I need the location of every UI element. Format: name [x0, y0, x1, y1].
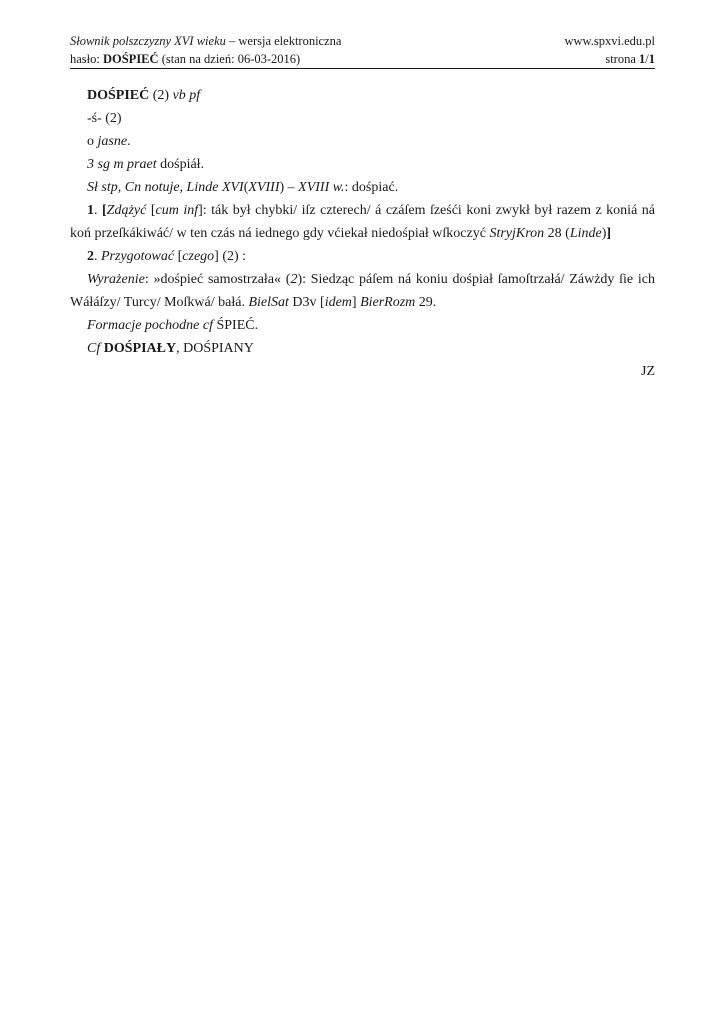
spelling-variant: -ś- (2)	[87, 111, 122, 126]
vowel-note-post: .	[127, 134, 131, 149]
page-total: 1	[648, 52, 655, 66]
page-current: 1	[639, 52, 646, 66]
sense-2-sq-close: ]	[214, 249, 223, 264]
headword-frequency: (2)	[152, 88, 170, 103]
sense-2-colon: :	[238, 249, 247, 264]
vowel-note-pre: o	[87, 134, 98, 149]
refs-paren-open: (	[243, 180, 249, 195]
expression-source-2: BierRozm	[360, 295, 416, 310]
sense-1-number: 1	[87, 203, 94, 218]
sense-1-dot: .	[94, 203, 102, 218]
sense-1-bracket-close: ]	[606, 226, 612, 241]
expression-locator-1: D3v [	[288, 295, 325, 310]
sense-1-definition: Zdążyć	[106, 203, 147, 218]
sense-2	[87, 245, 655, 268]
header-divider	[70, 68, 655, 69]
haslo-word: DOŚPIEĆ	[102, 52, 159, 66]
entry-content	[70, 84, 655, 383]
derived-forms-target: ŚPIEĆ.	[212, 318, 259, 333]
cross-reference	[87, 337, 655, 360]
sense-1-syntax: cum inf	[155, 203, 199, 218]
expression-idem: idem	[324, 295, 352, 310]
expression	[70, 268, 655, 314]
refs-italic-1: Sł stp, Cn notuje, Linde XVI	[87, 180, 244, 195]
sense-2-syntax: czego	[182, 249, 215, 264]
derived-forms	[87, 314, 655, 337]
header-row-2	[70, 50, 655, 68]
vowel-note-italic: jasne	[97, 134, 128, 149]
cf-other-ref: , DOŚPIANY	[176, 341, 254, 356]
page-separator: /	[645, 52, 649, 66]
entry-info	[70, 50, 300, 68]
sense-2-sq-open: [	[174, 249, 183, 264]
sense-1-quote: : ták był chybki/ iſz czterech/ á czáſem ſześći koni zwykł był razem z koniá ná koń przeſkákiwáć/ w ten czás ná iednego gdy vćiekał niedośpiał wſkoczyć	[70, 203, 655, 241]
sense-1-bracket-open: [	[102, 203, 107, 218]
refs-italic-2: XVIII	[248, 180, 280, 195]
sense-1	[70, 199, 655, 245]
site-url[interactable]: www.spxvi.edu.pl	[564, 34, 655, 48]
dictionary-title-rest: – wersja elektroniczna	[225, 34, 342, 48]
vowel-note	[87, 130, 655, 153]
author-initials: JZ	[641, 364, 655, 379]
page-label: strona	[605, 52, 640, 66]
expression-quote: ): Siedząc páſem ná koniu dośpiał ſamoſtrzałá/ Záwżdy ſie ich Wáłáſzy/ Turcy/ Moſkwá/ bałá.	[70, 272, 655, 310]
sense-2-number: 2	[87, 249, 94, 264]
expression-label: Wyrażenie	[87, 272, 145, 287]
derived-forms-label: Formacje pochodne cf	[87, 318, 213, 333]
sense-2-dot: .	[94, 249, 101, 264]
refs-text: : dośpiać.	[344, 180, 399, 195]
expression-locator-2: 29.	[415, 295, 437, 310]
entry-headline	[87, 84, 655, 107]
dictionary-title	[70, 32, 341, 50]
refs-italic-3: XVIII w.	[298, 180, 345, 195]
sense-1-sq-open: [	[146, 203, 156, 218]
refs-paren-close: )	[279, 180, 285, 195]
form-note	[87, 153, 655, 176]
page-number	[605, 50, 655, 68]
dictionary-refs	[87, 176, 655, 199]
expression-source-1: BielSat	[248, 295, 289, 310]
form-note-italic: 3 sg m praet	[87, 157, 157, 172]
sense-2-definition: Przygotować	[101, 249, 175, 264]
sense-1-sq-close: ]	[198, 203, 203, 218]
sense-1-source: StryjKron	[489, 226, 545, 241]
header-row-1	[70, 32, 655, 50]
sense-1-linde: Linde	[569, 226, 602, 241]
haslo-label: hasło:	[70, 52, 103, 66]
haslo-date: (stan na dzień: 06-03-2016)	[158, 52, 301, 66]
headword: DOŚPIEĆ	[87, 88, 150, 103]
refs-dash: –	[284, 180, 299, 195]
sense-1-paren-close: )	[601, 226, 607, 241]
expression-sq-close: ]	[351, 295, 361, 310]
expression-frequency: 2	[290, 272, 298, 287]
grammar-note: vb pf	[172, 88, 201, 103]
expression-phrase: : »dośpieć samostrzała« (	[144, 272, 291, 287]
cf-bold-ref: DOŚPIAŁY	[103, 341, 177, 356]
cf-label: Cf	[87, 341, 101, 356]
form-note-text: dośpiáł.	[156, 157, 205, 172]
sense-2-frequency: (2)	[222, 249, 239, 264]
sense-1-locator: 28 (	[544, 226, 570, 241]
dictionary-title-italic: Słownik polszczyzny XVI wieku	[70, 34, 226, 48]
page-header	[70, 32, 655, 68]
